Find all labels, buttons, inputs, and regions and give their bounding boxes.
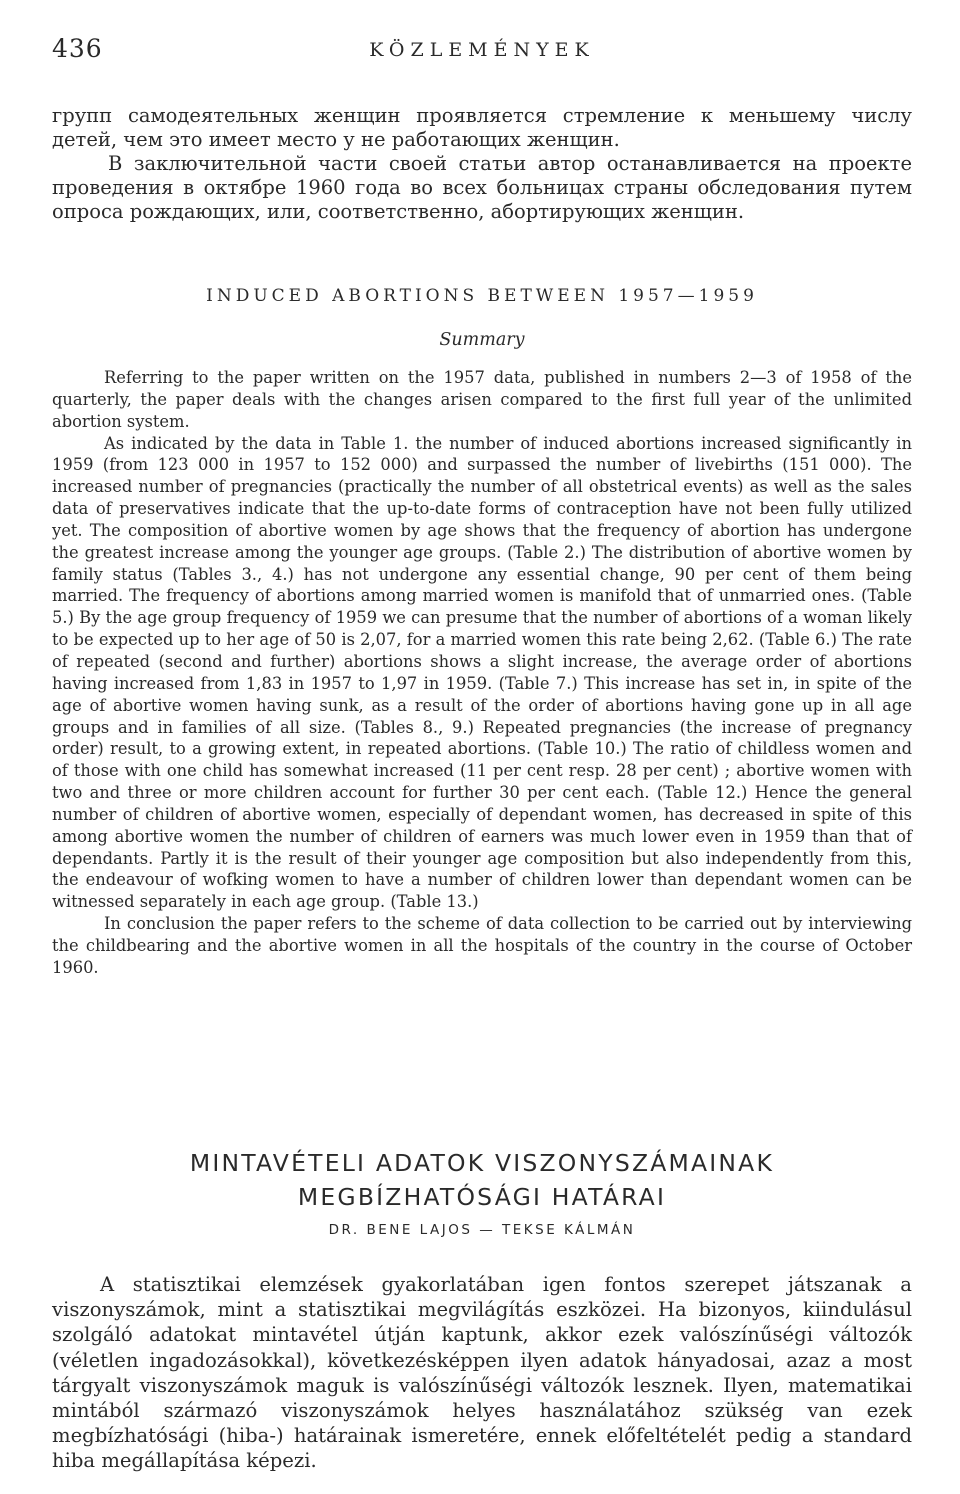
summary-subtitle: Summary xyxy=(439,330,525,350)
summary-paragraph-3: In conclusion the paper refers to the scheme of data collection to be carried out by interviewing the childbearing and the abortive women in all the hospitals of the country in the course of October 1960. xyxy=(52,914,912,977)
summary-paragraph-1: Referring to the paper written on the 1957 data, published in numbers 2—3 of 1958 of the quarterly, the paper deals with the changes arisen compared to the first full year of the unlimited abortion system. xyxy=(52,368,912,431)
summary-title: INDUCED ABORTIONS BETWEEN 1957—1959 xyxy=(206,286,758,306)
summary-body xyxy=(52,367,912,979)
page-header xyxy=(52,34,912,68)
page-number: 436 xyxy=(52,34,103,63)
article-authors: DR. BENE LAJOS — TEKSE KÁLMÁN xyxy=(328,1222,636,1238)
russian-paragraph-1: групп самодеятельных женщин проявляется стремление к меньшему числу детей, чем это имеет место у не работающих женщин. xyxy=(52,104,912,151)
russian-summary-text xyxy=(52,104,912,224)
article-title-line-1: MINTAVÉTELI ADATOK VISZONYSZÁMAINAK xyxy=(189,1149,775,1177)
article-title-line-2: MEGBÍZHATÓSÁGI HATÁRAI xyxy=(297,1183,667,1211)
article-paragraph-1: A statisztikai elemzések gyakorlatában igen fontos szerepet játszanak a viszonyszámok, mint a statisztikai megvilágítás eszközei. Ha bizonyos, kiindulásul szolgáló adatokat mintavétel útján kaptunk, akkor ezek valószínűségi változók (véletlen ingadozásokkal), következésképpen ilyen adatok hányadosai, azaz a most tárgyalt viszonyszámok maguk is valószínűségi változók lesznek. Ilyen, matematikai mintából származó viszonyszámok helyes használatához szükség van ezek megbízhatósági (hiba-) határainak ismeretére, ennek előfeltételét pedig a standard hiba megállapítása képezi. xyxy=(52,1273,912,1473)
article-title xyxy=(52,1146,912,1214)
russian-paragraph-2: В заключительной части своей статьи автор останавливается на проекте проведения в октябре 1960 года во всех больницах страны обследования путем опроса рождающих, или, соответственно, абортирующих женщин. xyxy=(52,152,912,223)
running-title: KÖZLEMÉNYEK xyxy=(369,39,595,61)
article-body xyxy=(52,1272,912,1474)
summary-paragraph-2: As indicated by the data in Table 1. the number of induced abortions increased significantly in 1959 (from 123 000 in 1957 to 152 000) and surpassed the number of livebirths (151 000). The increased number of pregnancies (practically the number of all obstetrical events) as well as the sales data of preservatives indicate that the up-to-date forms of contraception have not been fully utilized yet. The composition of abortive women by age shows that the frequency of abortion has undergone the greatest increase among the younger age groups. (Table 2.) The distribution of abortive women by family status (Tables 3., 4.) has not undergone any essential change, 90 per cent of them being married. The frequency of abortions among married women is manifold that of unmarried ones. (Table 5.) By the age group frequency of 1959 we can presume that the number of abortions of a woman likely to be expected up to her age of 50 is 2,07, for a married women this rate being 2,62. (Table 6.) The rate of repeated (second and further) abortions shows a slight increase, the average order of abortions having increased from 1,83 in 1957 to 1,97 in 1959. (Table 7.) This increase has set in, in spite of the age of abortive women having sunk, as a result of the order of abortions having gone up in all age groups and in families of all size. (Tables 8., 9.) Repeated pregnancies (the increase of pregnancy order) result, to a growing extent, in repeated abortions. (Table 10.) The ratio of childless women and of those with one child has somewhat increased (11 per cent resp. 28 per cent) ; abortive women with two and three or more children account for further 30 per cent each. (Table 12.) Hence the general number of children of abortive women, especially of dependant women, has decreased in spite of this among abortive women the number of children of earners was much lower even in 1959 than that of dependants. Partly it is the result of their younger age composition but also independently from this, the endeavour of wofking women to have a number of children lower than dependant women can be witnessed separately in each age group. (Table 13.) xyxy=(52,433,912,912)
